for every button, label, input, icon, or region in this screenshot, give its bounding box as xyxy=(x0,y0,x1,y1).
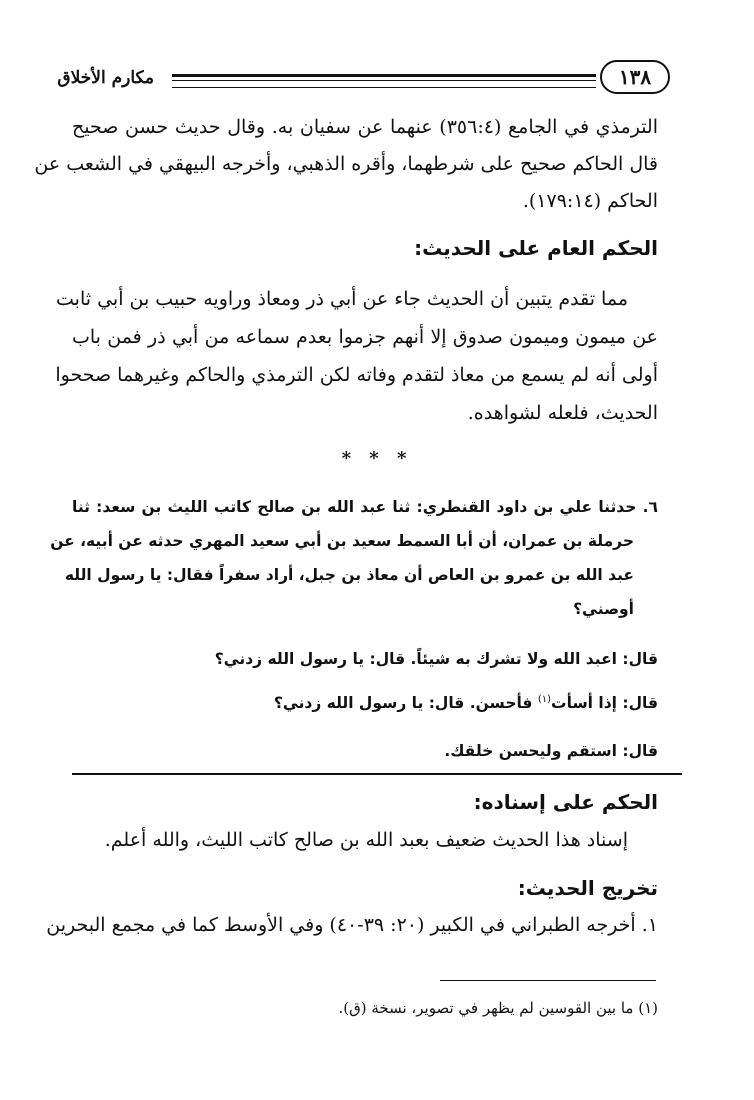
hadith-qal-text: فأحسن. قال: يا رسول الله زدني؟ xyxy=(273,694,538,713)
hadith-line: عبد الله بن عمرو بن العاص أن معاذ بن جبل، أراد سفراً فقال: يا رسول الله xyxy=(64,566,634,584)
footnote-divider xyxy=(440,980,656,981)
paragraph-line: الحاكم (١٧٩:١٤). xyxy=(522,190,658,212)
footnote: (١) ما بين القوسين لم يظهر في تصوير، نسخة (ق). xyxy=(338,999,658,1017)
paragraph-line: الترمذي في الجامع (٣٥٦:٤) عنهما عن سفيان به. وقال حديث حسن صحيح xyxy=(72,116,658,138)
hadith-qal-text: قال: إذا أسأت xyxy=(551,694,658,713)
hadith-qal: قال: استقم وليحسن خلقك. xyxy=(444,742,658,760)
paragraph-line: أولى أنه لم يسمع من معاذ لتقدم وفاته لكن الترمذي والحاكم وغيرهما صححوا xyxy=(55,364,658,386)
paragraph-line: قال الحاكم صحيح على شرطهما، وأقره الذهبي، وأخرجه البيهقي في الشعب عن xyxy=(34,153,658,175)
hadith-line: أوصني؟ xyxy=(573,600,634,618)
paragraph-line: ١. أخرجه الطبراني في الكبير (٢٠: ٣٩-٤٠) وفي الأوسط كما في مجمع البحرين xyxy=(46,914,658,936)
footnote-ref: (١) xyxy=(537,694,552,705)
page-number: ١٣٨ xyxy=(600,60,670,94)
book-title: مكارم الأخلاق xyxy=(57,68,154,88)
divider xyxy=(72,773,682,775)
page-header xyxy=(57,62,672,98)
header-rule xyxy=(172,74,596,88)
section-heading: الحكم العام على الحديث: xyxy=(414,236,658,260)
section-separator: * * * xyxy=(341,448,413,469)
hadith-line: حرملة بن عمران، أن أبا السمط سعيد بن أبي سعيد المهري حدثه عن أبيه، عن xyxy=(50,532,634,550)
section-heading: الحكم على إسناده: xyxy=(473,790,658,814)
hadith-qal xyxy=(72,694,658,712)
hadith-line: ٦. حدثنا علي بن داود القنطري: ثنا عبد الله بن صالح كاتب الليث بن سعد: ثنا xyxy=(72,498,658,516)
paragraph-line: إسناد هذا الحديث ضعيف بعبد الله بن صالح كاتب الليث، والله أعلم. xyxy=(104,829,628,851)
paragraph-line: الحديث، فلعله لشواهده. xyxy=(467,402,658,424)
hadith-qal: قال: اعبد الله ولا تشرك به شيئاً. قال: يا رسول الله زدني؟ xyxy=(214,650,658,668)
paragraph-line: عن ميمون وميمون صدوق إلا أنهم جزموا بعدم سماعه من أبي ذر فمن باب xyxy=(72,326,658,348)
section-heading: تخريج الحديث: xyxy=(517,876,658,900)
paragraph-line: مما تقدم يتبين أن الحديث جاء عن أبي ذر ومعاذ وراويه حبيب بن أبي ثابت xyxy=(56,288,628,310)
